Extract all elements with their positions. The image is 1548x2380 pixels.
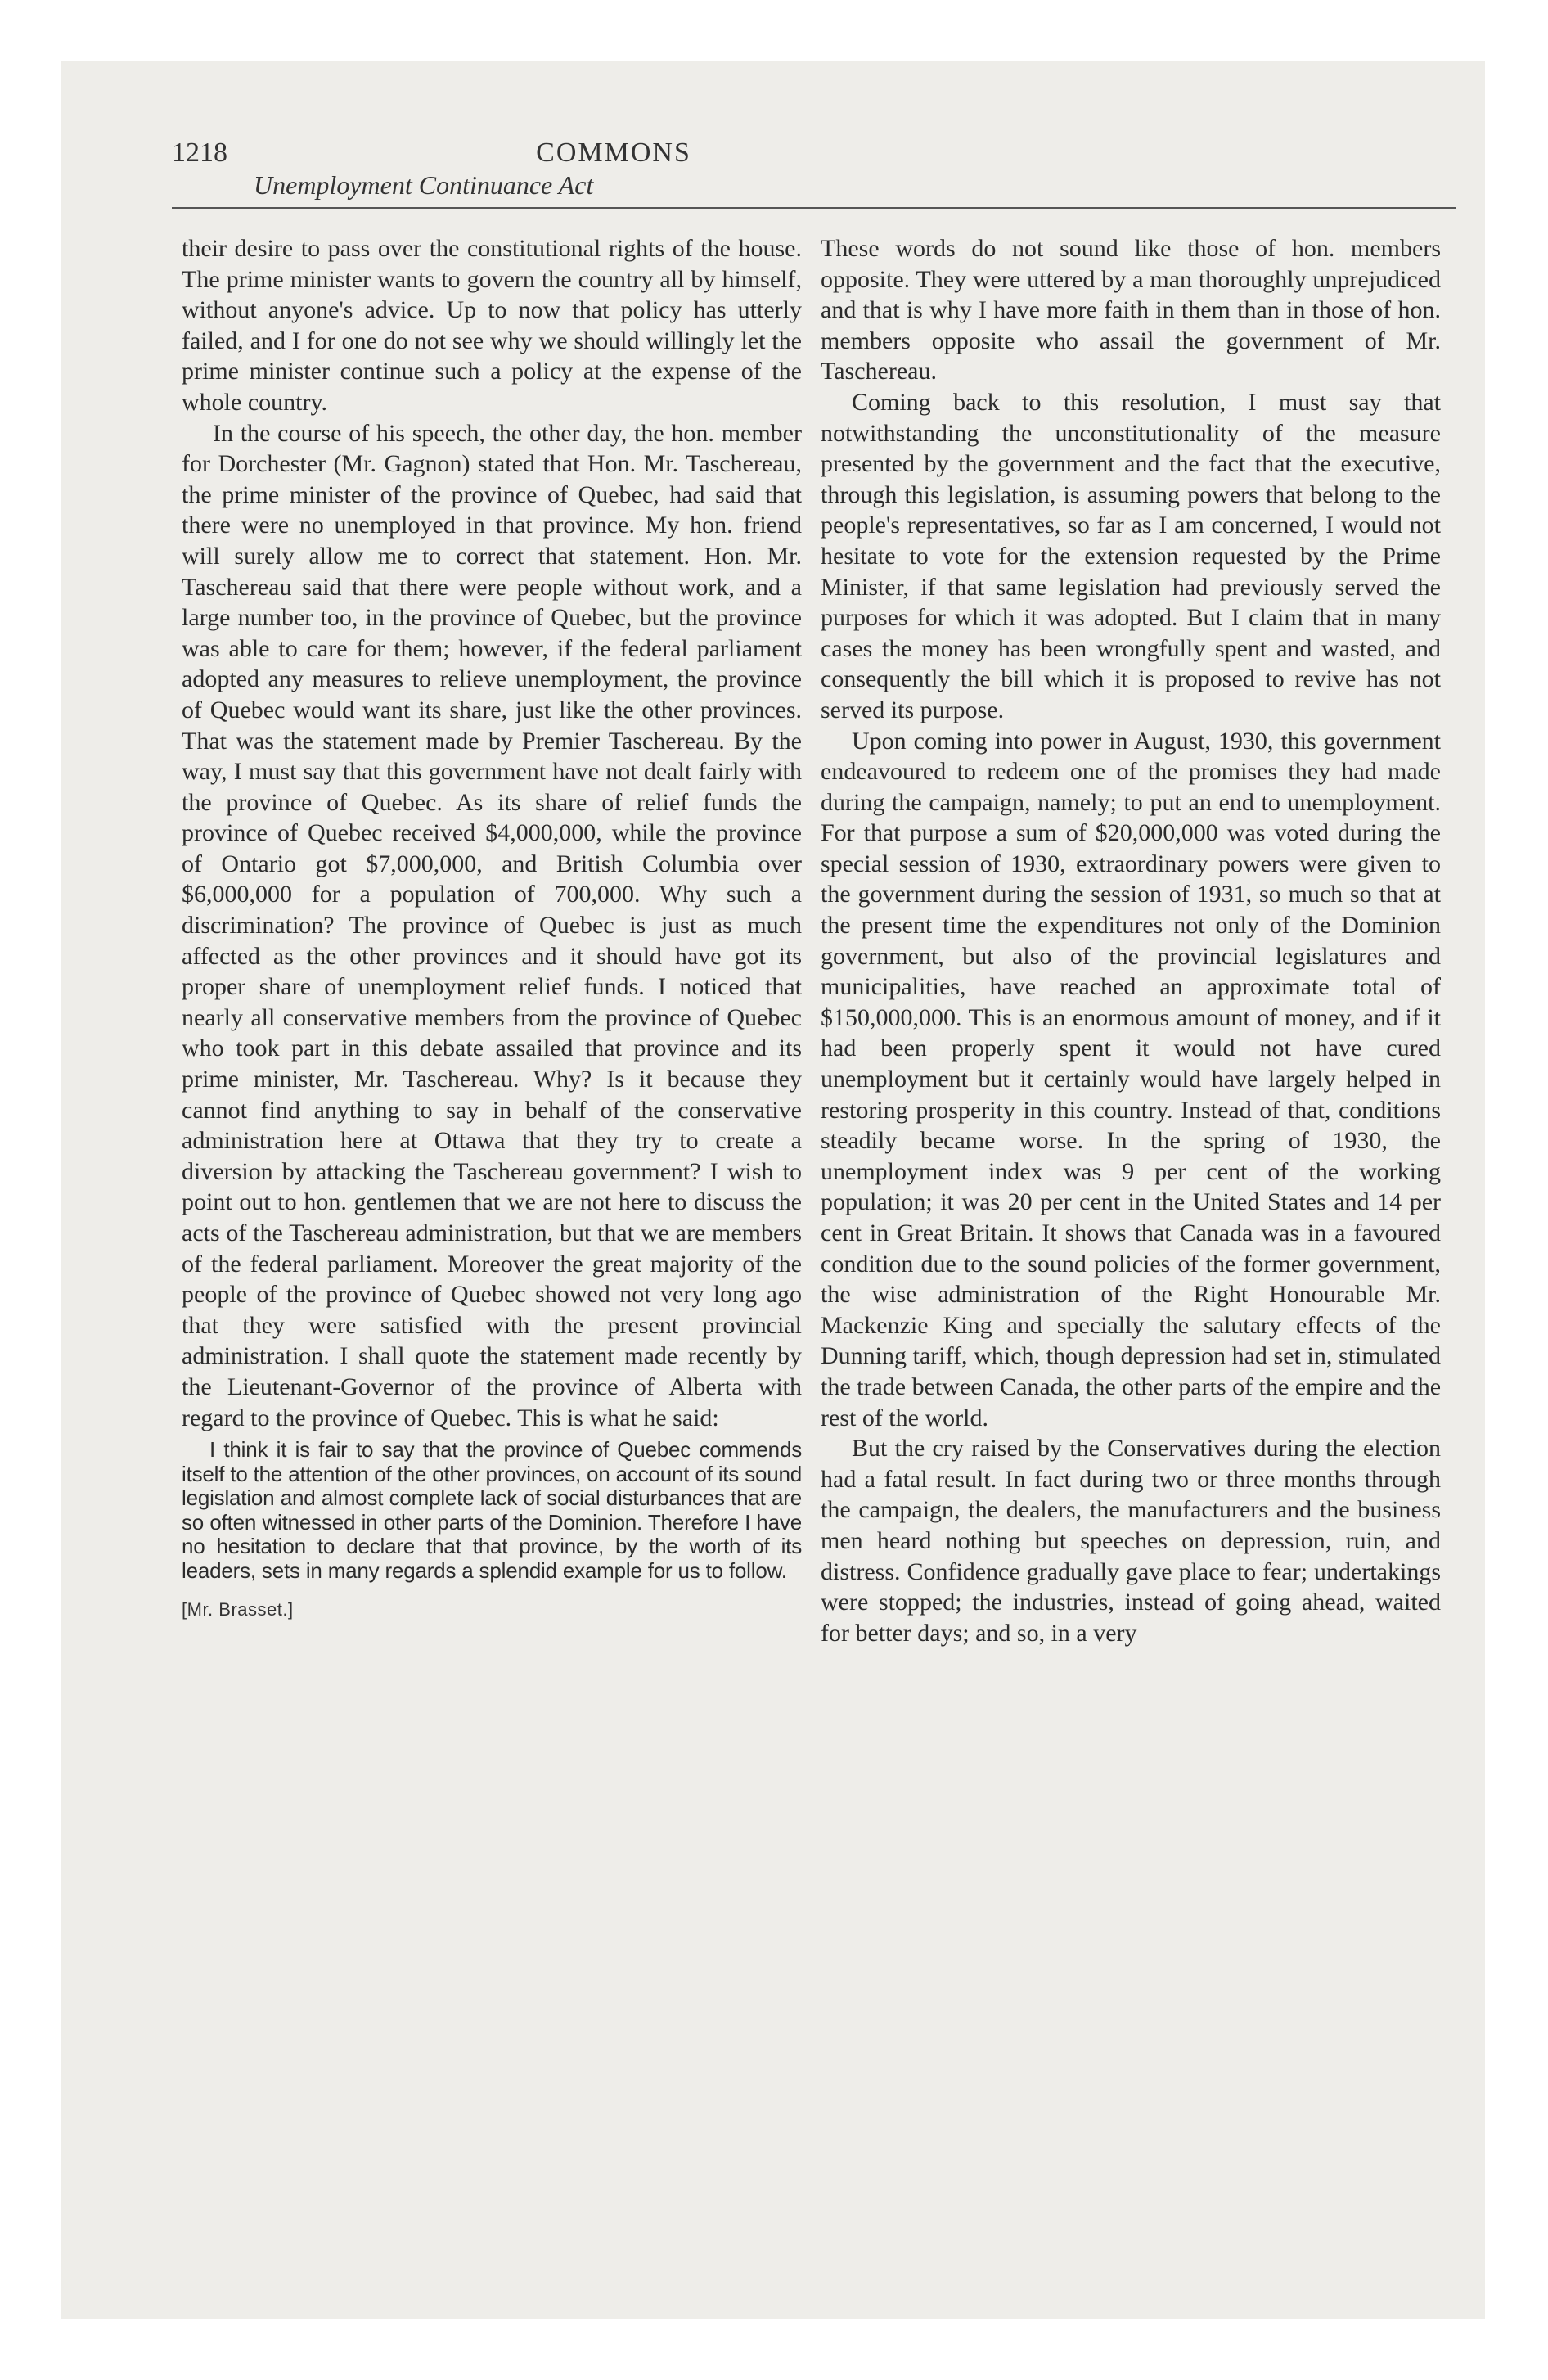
right-column xyxy=(821,233,1441,1648)
right-paragraph-1: These words do not sound like those of hon. members opposite. They were uttered by a man thoroughly unprejudiced and that is why I have more faith in them than in those of hon. members opposite who assail the government of Mr. Taschereau. xyxy=(821,235,1441,385)
left-paragraph-2: In the course of his speech, the other day, the hon. member for Dorchester (Mr. Gagnon) stated that Hon. Mr. Taschereau, the prime minister of the province of Quebec, had said that there were no unemployed in that province. My hon. friend will surely allow me to correct that statement. Hon. Mr. Taschereau said that there were people without work, and a large number too, in the province of Quebec, but the province was able to care for them; however, if the federal parliament adopted any measures to relieve unemployment, the province of Quebec would want its share, just like the other provinces. That was the statement made by Premier Taschereau. By the way, I must say that this government have not dealt fairly with the province of Quebec. As its share of relief funds the province of Quebec received $4,000,000, while the province of Ontario got $7,000,000, and British Columbia over $6,000,000 for a population of 700,000. Why such a discrimination? The province of Quebec is just as much affected as the other provinces and it should have got its proper share of unemployment relief funds. I noticed that nearly all conservative members from the province of Quebec who took part in this debate assailed that province and its prime minister, Mr. Taschereau. Why? Is it because they cannot find anything to say in behalf of the conservative administration here at Ottawa that they try to create a diversion by attacking the Taschereau government? I wish to point out to hon. gentlemen that we are not here to discuss the acts of the Taschereau administration, but that we are members of the federal parliament. Moreover the great majority of the people of the province of Quebec showed not very long ago that they were satisfied with the present provincial administration. I shall quote the statement made recently by the Lieutenant-Governor of the province of Alberta with regard to the province of Quebec. This is what he said: xyxy=(182,419,802,1431)
right-paragraph-4: But the cry raised by the Conservatives during the election had a fatal result. In fact during two or three months through the campaign, the dealers, the manufacturers and the business men heard nothing but speeches on depression, ruin, and distress. Confidence gradually gave place to fear; undertakings were stopped; the industries, instead of going ahead, waited for better days; and so, in a very xyxy=(821,1435,1441,1647)
page-header xyxy=(172,137,1456,215)
right-paragraph-2: Coming back to this resolution, I must say that notwithstanding the unconstitutionality of the measure presented by the government and the fact that the executive, through this legislation, is assuming powers that belong to the people's representatives, so far as I am concerned, I would not hesitate to vote for the extension requested by the Prime Minister, if that same legislation had previously served the purposes for which it was adopted. But I claim that in many cases the money has been wrongfully spent and wasted, and consequently the bill which it is proposed to revive has not served its purpose. xyxy=(821,388,1441,723)
quoted-statement: I think it is fair to say that the province of Quebec commends itself to the attention of the other provinces, on account of its sound legislation and almost complete lack of social disturbances that are so often witnessed in other parts of the Dominion. Therefore I have no hesitation to declare that that province, by the worth of its leaders, sets in many regards a splendid example for us to follow. xyxy=(182,1437,802,1583)
speaker-attribution: [Mr. Brasset.] xyxy=(182,1599,294,1620)
header-rule xyxy=(172,207,1456,209)
left-column xyxy=(182,233,802,1625)
running-title: COMMONS xyxy=(536,137,691,168)
section-title: Unemployment Continuance Act xyxy=(254,170,594,200)
page-number: 1218 xyxy=(172,137,227,168)
left-paragraph-1: their desire to pass over the constitutional rights of the house. The prime minister wants to govern the country all by himself, without anyone's advice. Up to now that policy has utterly failed, and I for one do not see why we should willingly let the prime minister continue such a policy at the expense of the whole country. xyxy=(182,235,802,416)
right-paragraph-3: Upon coming into power in August, 1930, this government endeavoured to redeem one of the promises they had made during the campaign, namely; to put an end to unemployment. For that purpose a sum of $20,000,000 was voted during the special session of 1930, extraordinary powers were given to the government during the session of 1931, so much so that at the present time the expenditures not only of the Dominion government, but also of the provincial legislatures and municipalities, have reached an approximate total of $150,000,000. This is an enormous amount of money, and if it had been properly spent it would not have cured unemployment but it certainly would have largely helped in restoring prosperity in this country. Instead of that, conditions steadily became worse. In the spring of 1930, the unemployment index was 9 per cent of the working population; it was 20 per cent in the United States and 14 per cent in Great Britain. It shows that Canada was in a favoured condition due to the sound policies of the former government, the wise administration of the Right Honourable Mr. Mackenzie King and specially the salutary effects of the Dunning tariff, which, though depression had set in, stimulated the trade between Canada, the other parts of the empire and the rest of the world. xyxy=(821,727,1442,1431)
